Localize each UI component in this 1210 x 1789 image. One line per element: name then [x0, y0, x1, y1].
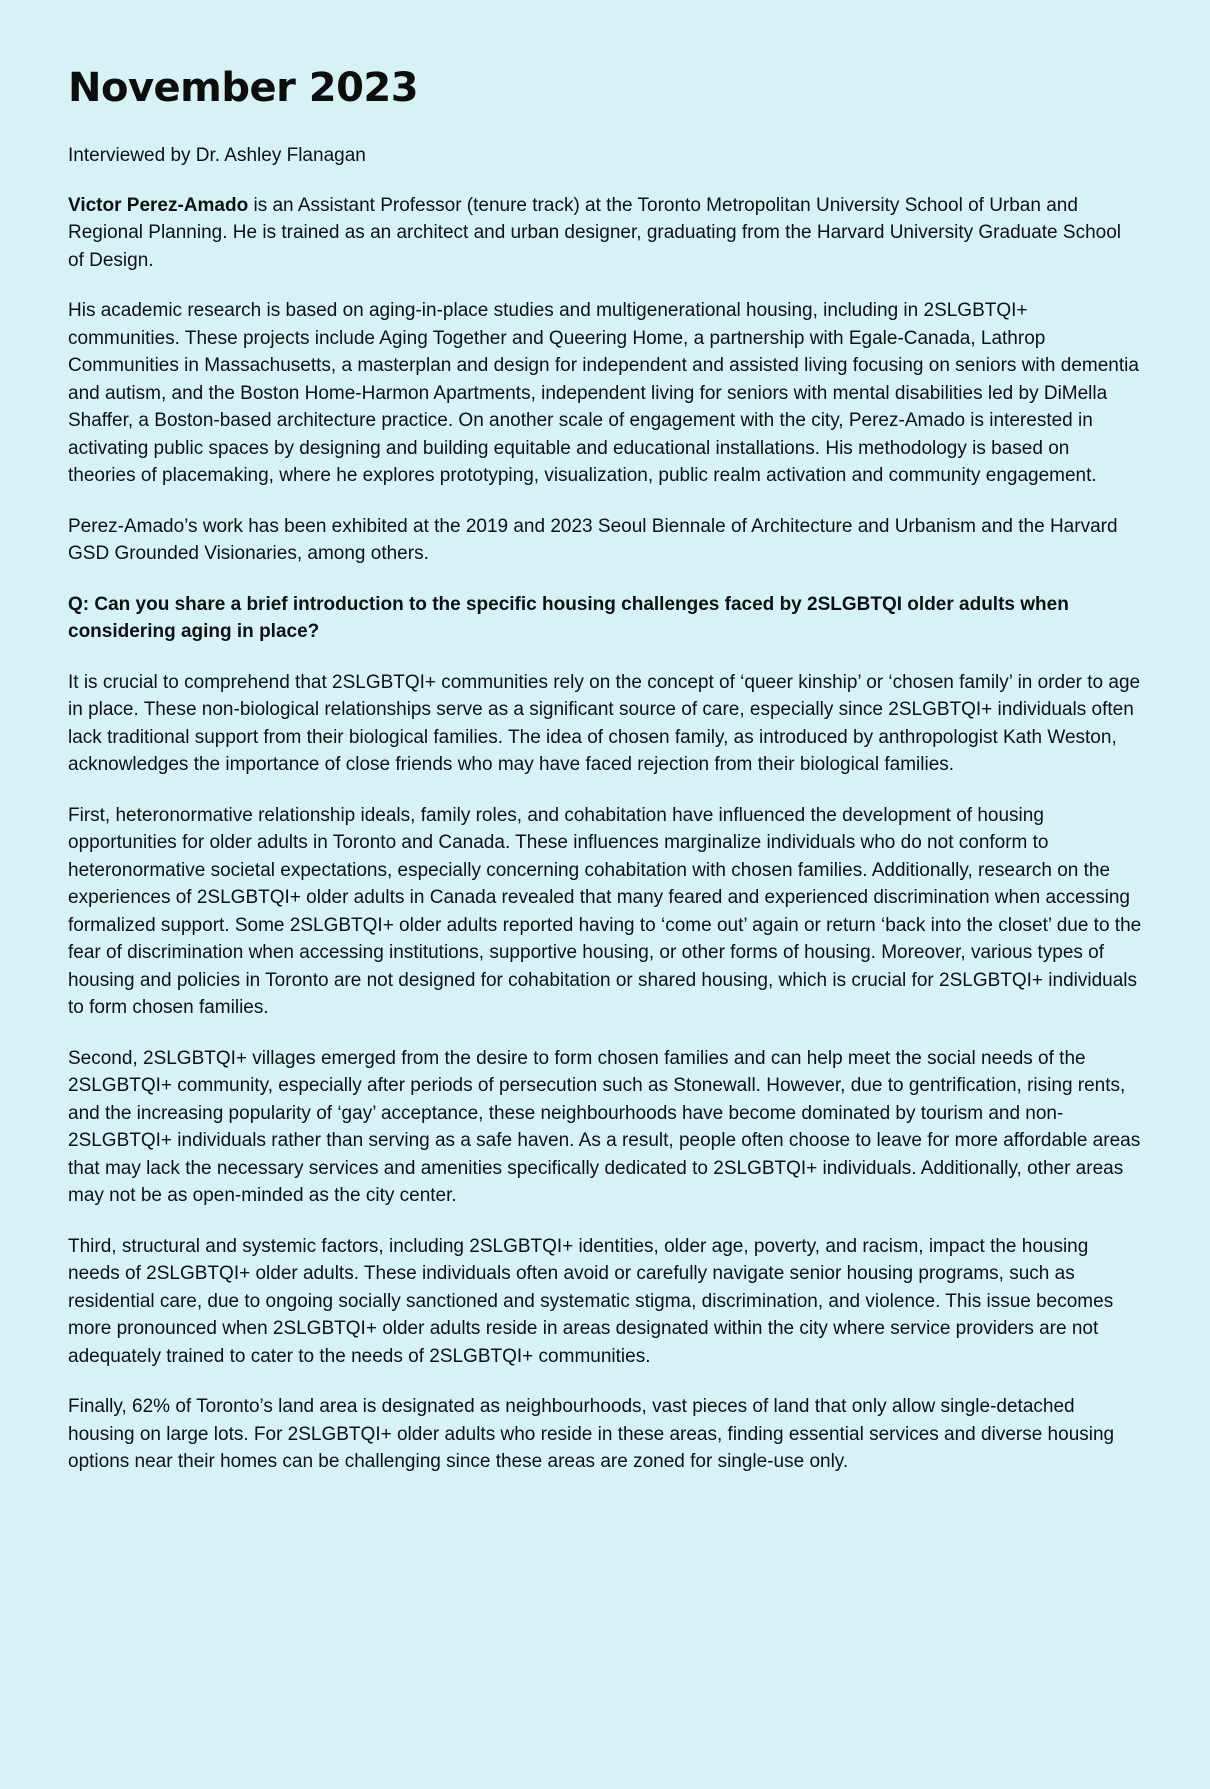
- bio-research-paragraph: His academic research is based on aging-in-place studies and multigenerational housing, including in 2SLGBTQI+ communities. These projects include Aging Together and Queering Home, a partnership with Egale-Canada, Lathrop Communities in Massachusetts, a masterplan and design for independent and assisted living focusing on seniors with dementia and autism, and the Boston Home-Harmon Apartments, independent living for seniors with mental disabilities led by DiMella Shaffer, a Boston-based architecture practice. On another scale of engagement with the city, Perez-Amado is interested in activating public spaces by designing and building equitable and educational installations. His methodology is based on theories of placemaking, where he explores prototyping, visualization, public realm activation and community engagement.: [68, 300, 1139, 486]
- answer-paragraph-2: First, heteronormative relationship ideals, family roles, and cohabitation have influenced the development of housing opportunities for older adults in Toronto and Canada. These influences marginalize individuals who do not conform to heteronormative societal expectations, especially concerning cohabitation with chosen families. Additionally, research on the experiences of 2SLGBTQI+ older adults in Canada revealed that many feared and experienced discrimination when accessing formalized support. Some 2SLGBTQI+ older adults reported having to ‘come out’ again or return ‘back into the closet’ due to the fear of discrimination when accessing institutions, supportive housing, or other forms of housing. Moreover, various types of housing and policies in Toronto are not designed for cohabitation or shared housing, which is crucial for 2SLGBTQI+ individuals to form chosen families.: [68, 804, 1142, 1018]
- bio-intro-text: is an Assistant Professor (tenure track) at the Toronto Metropolitan University School of Urban and Regional Planning. He is trained as an architect and urban designer, graduating from the Harvard University Graduate School of Design.: [68, 194, 1121, 271]
- answer-paragraph-5: Finally, 62% of Toronto’s land area is designated as neighbourhoods, vast pieces of land that only allow single-detached housing on large lots. For 2SLGBTQI+ older adults who reside in these areas, finding essential services and diverse housing options near their homes can be challenging since these areas are zoned for single-use only.: [68, 1396, 1115, 1472]
- bio-intro-paragraph: [68, 192, 1142, 275]
- answer-paragraph-3: Second, 2SLGBTQI+ villages emerged from the desire to form chosen families and can help meet the social needs of the 2SLGBTQI+ community, especially after periods of persecution such as Stonewall. However, due to gentrification, rising rents, and the increasing popularity of ‘gay’ acceptance, these neighbourhoods have become dominated by tourism and non-2SLGBTQI+ individuals rather than serving as a safe haven. As a result, people often choose to leave for more affordable areas that may lack the necessary services and amenities specifically dedicated to 2SLGBTQI+ individuals. Additionally, other areas may not be as open-minded as the city center.: [68, 1047, 1141, 1206]
- interviewee-name: Victor Perez-Amado: [68, 194, 249, 216]
- page-title: November 2023: [68, 65, 419, 111]
- answer-paragraph-1: It is crucial to comprehend that 2SLGBTQI+ communities rely on the concept of ‘queer kinship’ or ‘chosen family’ in order to age in place. These non-biological relationships serve as a significant source of care, especially since 2SLGBTQI+ individuals often lack traditional support from their biological families. The idea of chosen family, as introduced by anthropologist Kath Weston, acknowledges the importance of close friends who may have faced rejection from their biological families.: [68, 671, 1141, 775]
- answer-paragraph-4: Third, structural and systemic factors, including 2SLGBTQI+ identities, older age, poverty, and racism, impact the housing needs of 2SLGBTQI+ older adults. These individuals often avoid or carefully navigate senior housing programs, such as residential care, due to ongoing socially sanctioned and systematic stigma, discrimination, and violence. This issue becomes more pronounced when 2SLGBTQI+ older adults reside in areas designated within the city where service providers are not adequately trained to cater to the needs of 2SLGBTQI+ communities.: [68, 1235, 1114, 1367]
- bio-exhibitions-paragraph: Perez-Amado’s work has been exhibited at the 2019 and 2023 Seoul Biennale of Architecture and Urbanism and the Harvard GSD Grounded Visionaries, among others.: [68, 515, 1118, 564]
- byline: Interviewed by Dr. Ashley Flanagan: [68, 145, 366, 166]
- interview-question: Q: Can you share a brief introduction to the specific housing challenges faced by 2SLGBTQI older adults when considering aging in place?: [68, 593, 1069, 642]
